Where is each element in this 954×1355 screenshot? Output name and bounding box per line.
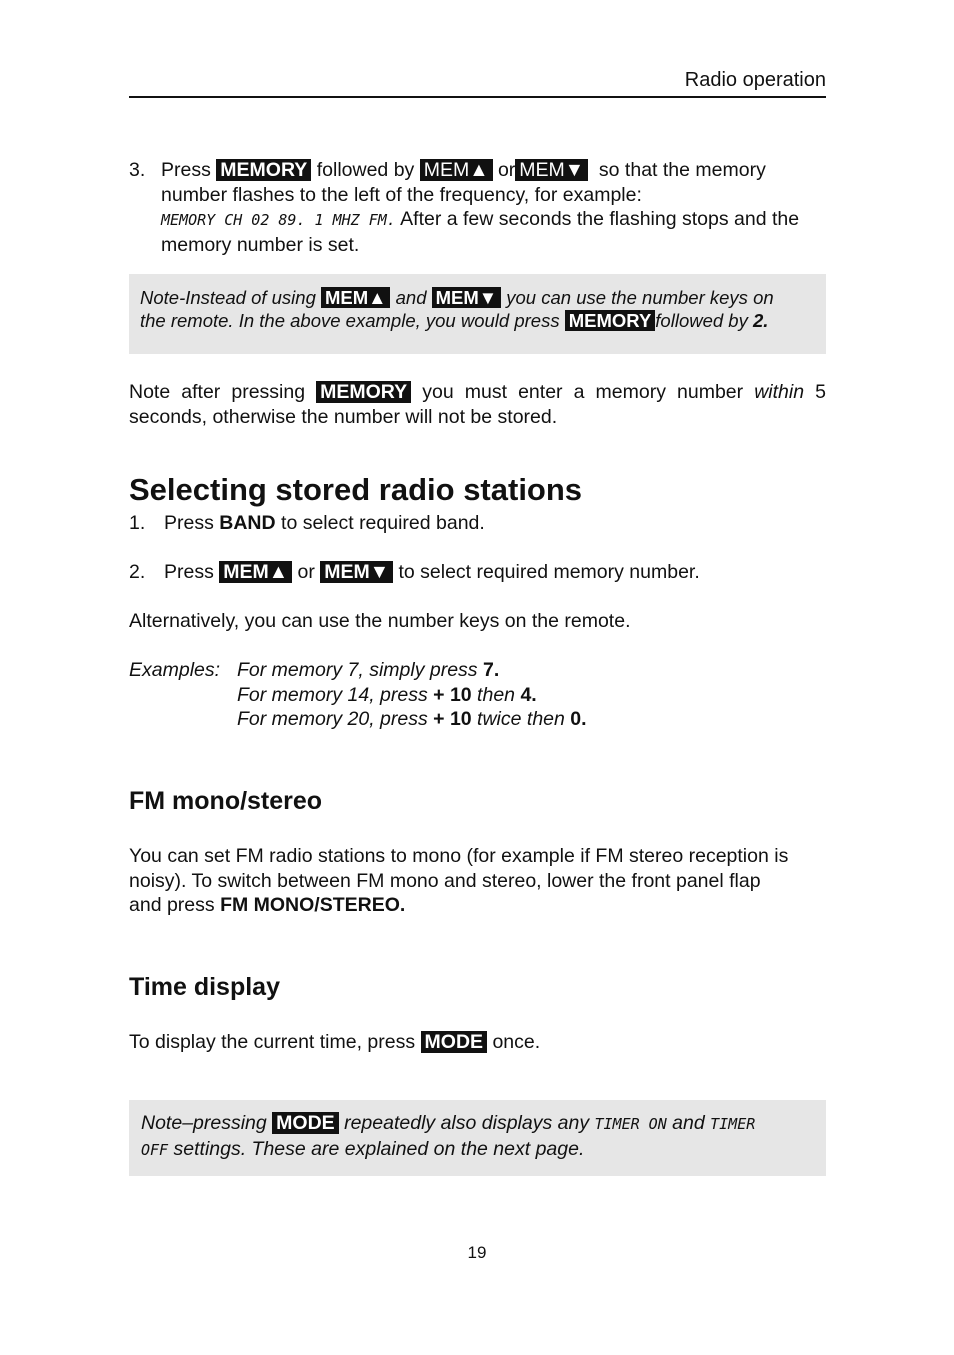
memory-timeout-note — [129, 380, 826, 429]
step-3-line-3: MEMORY CH 02 89. 1 MHZ FM. After a few seconds the flashing stops and the — [161, 208, 800, 230]
selecting-step-2: 2. Press MEM▲ or MEM▼ to select required memory number. — [129, 561, 700, 583]
mem-up-key: MEM▲ — [420, 159, 493, 181]
memory-key: MEMORY — [316, 381, 411, 403]
section-title: Radio operation — [684, 69, 826, 91]
mem-up-key: MEM▲ — [219, 561, 292, 583]
step-3-line-1: 3. Press MEMORY followed by MEM▲ or MEM▼ so that the memory — [129, 159, 766, 181]
selecting-step-1: 1. Press BAND to select required band. — [129, 512, 485, 534]
step-3-line-4: memory number is set. — [161, 233, 360, 256]
section-heading-time: Time display — [129, 973, 280, 1001]
step-3-line-2: number flashes to the left of the frequency, for example: — [161, 183, 642, 206]
memory-key: MEMORY — [216, 159, 311, 181]
lcd-example: MEMORY CH 02 89. 1 MHZ FM. — [161, 211, 396, 229]
page-header — [129, 68, 826, 98]
example-3: For memory 20, press + 10 twice then 0. — [237, 708, 587, 730]
memory-key: MEMORY — [565, 310, 656, 331]
note-1-line-1: Note-Instead of using MEM▲ and MEM▼ you can use the number keys on — [140, 287, 774, 308]
note-2-line-2: seconds, otherwise the number will not be stored. — [129, 405, 558, 428]
examples-block — [129, 658, 826, 734]
note-3-line-1: Note–pressing MODE repeatedly also displays any TIMER ON and TIMER — [141, 1112, 756, 1134]
section-heading-fm: FM mono/stereo — [129, 787, 323, 815]
fm-paragraph: You can set FM radio stations to mono (for example if FM stereo reception is noisy). To switch between FM mono and stereo, lower the front panel flap and press FM MONO/STEREO. — [129, 845, 789, 916]
mode-key: MODE — [421, 1031, 488, 1053]
note-box-1 — [129, 274, 826, 354]
note-box-2 — [129, 1100, 826, 1176]
example-1: For memory 7, simply press 7. — [237, 659, 500, 681]
mem-up-key: MEM▲ — [321, 287, 390, 308]
mem-down-key: MEM▼ — [432, 287, 501, 308]
note-3-line-2: OFF settings. These are explained on the next page. — [141, 1137, 585, 1160]
alternative-text: Alternatively, you can use the number keys on the remote. — [129, 610, 631, 632]
step-3 — [129, 158, 826, 257]
page-number: 19 — [467, 1243, 487, 1262]
mem-down-key: MEM▼ — [515, 159, 588, 181]
note-2-line-1: Note after pressing MEMORY you must enter a memory number within 5 — [129, 381, 826, 403]
examples-label: Examples: — [129, 659, 221, 681]
mode-key: MODE — [272, 1112, 339, 1134]
section-heading-selecting: Selecting stored radio stations — [129, 472, 583, 507]
example-2: For memory 14, press + 10 then 4. — [237, 684, 537, 706]
mem-down-key: MEM▼ — [320, 561, 393, 583]
time-paragraph: To display the current time, press MODE once. — [129, 1031, 541, 1053]
note-1-line-2: the remote. In the above example, you would press MEMORY followed by 2. — [140, 309, 769, 331]
